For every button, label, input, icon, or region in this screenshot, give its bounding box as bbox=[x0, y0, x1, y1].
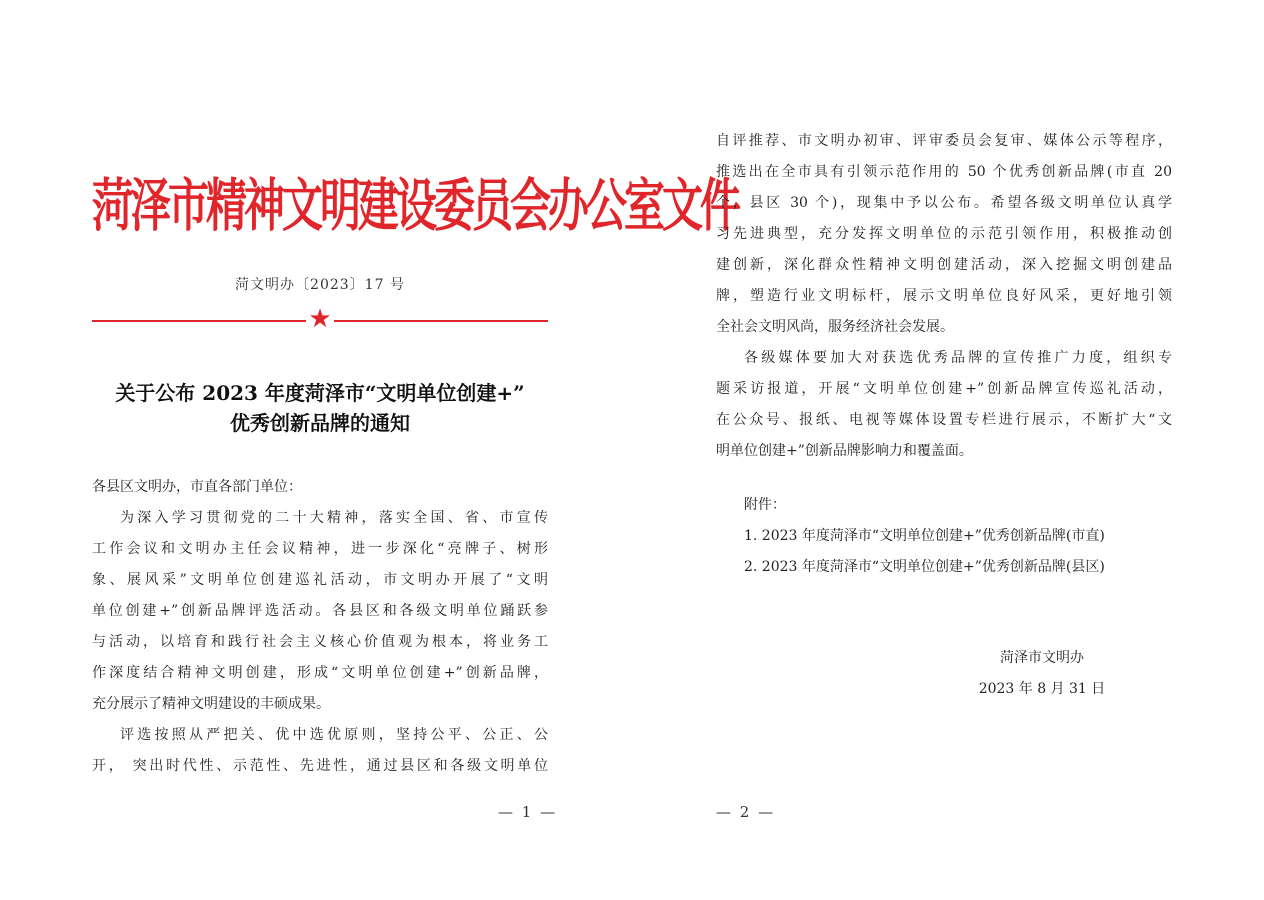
notice-title bbox=[92, 378, 548, 438]
paragraph-line: 推选出在全市具有引领示范作用的 50 个优秀创新品牌(市直 20 bbox=[716, 164, 1172, 180]
divider-line-right bbox=[334, 320, 548, 322]
paragraph-line: 个，县区 30 个)，现集中予以公布。希望各级文明单位认真学 bbox=[716, 195, 1172, 211]
paragraph-line: 开， 突出时代性、示范性、先进性，通过县区和各级文明单位 bbox=[92, 758, 548, 774]
title-line-2: 优秀创新品牌的通知 bbox=[230, 411, 410, 435]
paragraph-line: 评选按照从严把关、优中选优原则，坚持公平、公正、公 bbox=[120, 727, 548, 743]
document-number: 菏文明办〔2023〕17 号 bbox=[235, 277, 405, 293]
issuer-header: 菏泽市精神文明建设委员会办公室文件 bbox=[92, 172, 738, 239]
salutation: 各县区文明办，市直各部门单位： bbox=[92, 479, 302, 495]
paragraph-line: 牌，塑造行业文明标杆，展示文明单位良好风采，更好地引领 bbox=[716, 288, 1172, 304]
paragraph-line: 与活动，以培育和践行社会主义核心价值观为根本，将业务工 bbox=[92, 634, 548, 650]
paragraph-line: 充分展示了精神文明建设的丰硕成果。 bbox=[92, 696, 330, 712]
signature-block bbox=[962, 643, 1122, 705]
paragraph-line: 工作会议和文明办主任会议精神，进一步深化“亮牌子、树形 bbox=[92, 541, 548, 557]
page-2 bbox=[632, 0, 1264, 900]
paragraph-line: 题采访报道，开展“文明单位创建+”创新品牌宣传巡礼活动， bbox=[716, 381, 1172, 397]
signature-date: 2023 年 8 月 31 日 bbox=[978, 681, 1106, 697]
attachments-label: 附件： bbox=[744, 497, 786, 513]
attachments bbox=[716, 490, 1176, 583]
paragraph-line: 习先进典型，充分发挥文明单位的示范引领作用，积极推动创 bbox=[716, 226, 1172, 242]
paragraph-line: 在公众号、报纸、电视等媒体设置专栏进行展示，不断扩大“文 bbox=[716, 412, 1172, 428]
page-number-1: — 1 — bbox=[498, 803, 558, 821]
paragraph-line: 明单位创建+”创新品牌影响力和覆盖面。 bbox=[716, 443, 973, 459]
red-divider bbox=[92, 304, 548, 334]
paragraph-line: 全社会文明风尚，服务经济社会发展。 bbox=[716, 319, 954, 335]
attachment-item: 1. 2023 年度菏泽市“文明单位创建+”优秀创新品牌(市直) bbox=[744, 528, 1105, 544]
star-icon: ★ bbox=[308, 304, 332, 334]
body-text-page-1 bbox=[92, 472, 548, 782]
paragraph-line: 单位创建+”创新品牌评选活动。各县区和各级文明单位踊跃参 bbox=[92, 603, 548, 619]
paragraph-line: 各级媒体要加大对获选优秀品牌的宣传推广力度，组织专 bbox=[744, 350, 1172, 366]
body-text-page-2 bbox=[716, 126, 1172, 467]
title-line-1: 关于公布 2023 年度菏泽市“文明单位创建+” bbox=[115, 381, 525, 405]
page-number-2: — 2 — bbox=[716, 803, 776, 821]
paragraph-line: 为深入学习贯彻党的二十大精神，落实全国、省、市宣传 bbox=[120, 510, 548, 526]
divider-line-left bbox=[92, 320, 306, 322]
signature-org: 菏泽市文明办 bbox=[1000, 650, 1084, 666]
paragraph-line: 象、展风采”文明单位创建巡礼活动，市文明办开展了“文明 bbox=[92, 572, 548, 588]
attachment-item: 2. 2023 年度菏泽市“文明单位创建+”优秀创新品牌(县区) bbox=[744, 559, 1105, 575]
paragraph-line: 建创新，深化群众性精神文明创建活动，深入挖掘文明创建品 bbox=[716, 257, 1172, 273]
paragraph-line: 自评推荐、市文明办初审、评审委员会复审、媒体公示等程序， bbox=[716, 133, 1172, 149]
paragraph-line: 作深度结合精神文明创建，形成“文明单位创建+”创新品牌， bbox=[92, 665, 548, 681]
